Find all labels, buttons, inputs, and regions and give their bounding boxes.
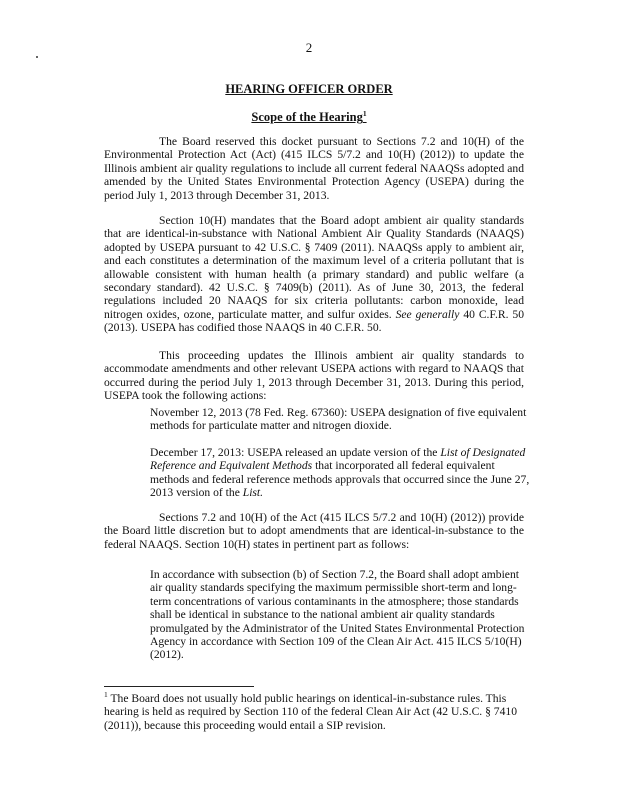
footnote-text: The Board does not usually hold public hearings on identical-in-substance rules. This hearing is held as required by Section 110 of the federal Clean Air Act (42 U.S.C. § 7410 (2011)), because this proceeding would entail a SIP revision. <box>104 692 517 732</box>
page-number: 2 <box>305 40 313 55</box>
order-title: HEARING OFFICER ORDER <box>225 82 393 96</box>
action-item-1: November 12, 2013 (78 Fed. Reg. 67360): USEPA designation of five equivalent methods for particulate matter and nitrogen dioxide. <box>150 406 527 433</box>
footnote <box>104 692 524 732</box>
footnote-marker: 1 <box>104 690 108 700</box>
footnote-ref: 1 <box>362 108 367 118</box>
paragraph-section-10h-cite: 40 C.F.R. 50 (2013). USEPA has codified those NAAQS in 40 C.F.R. 50. <box>104 307 524 335</box>
list-short-title: List. <box>242 486 264 500</box>
see-generally-signal: See generally <box>395 307 460 321</box>
block-quote: In accordance with subsection (b) of Section 7.2, the Board shall adopt ambient air quality standards specifying the maximum permissible short-term and long-term concentrations of various contaminants in the atmosphere; those standards shall be identical in substance to the national ambient air quality standards promulgated by the Administrator of the United States Environmental Protection Agency in accordance with Section 109 of the Clean Air Act. 415 ILCS 5/10(H) (2012). <box>150 568 525 662</box>
paragraph-section-10h-text: Section 10(H) mandates that the Board adopt ambient air quality standards that are identical-in-substance with National Ambient Air Quality Standards (NAAQS) adopted by USEPA pursuant to 42 U.S.C. § 7409 (2011). NAAQSs apply to ambient air, and each constitutes a determination of the maximum level of a criteria pollutant that is allowable consistent with human health (a primary standard) and public welfare (a secondary standard). 42 U.S.C. § 7409(b) (2011). As of June 30, 2013, the federal regulations included 20 NAAQS for six criteria pollutants: carbon monoxide, lead nitrogen oxides, ozone, particulate matter, and sulfur oxides. <box>104 214 524 321</box>
list-title: List of Designated Reference and Equivalent Methods <box>150 446 526 473</box>
action-item-2 <box>150 446 530 500</box>
section-heading-text: Scope of the Hearing <box>251 110 363 124</box>
section-heading <box>0 110 618 125</box>
paragraph-section-10h <box>104 214 524 335</box>
scan-speck <box>36 56 38 58</box>
footnote-rule <box>104 686 254 687</box>
paragraph-sections-7-2: Sections 7.2 and 10(H) of the Act (415 ILCS 5/7.2 and 10(H) (2012)) provide the Board little discretion but to adopt amendments that are identical-in-substance to the federal NAAQS. Section 10(H) states in pertinent part as follows: <box>104 511 524 551</box>
paragraph-scope: The Board reserved this docket pursuant to Sections 7.2 and 10(H) of the Environmental Protection Act (Act) (415 ILCS 5/7.2 and 10(H) (2012)) to update the Illinois ambient air quality regulations to include all current federal NAAQSs adopted and amended by the United States Environmental Protection Agency (USEPA) during the period July 1, 2013 through December 31, 2013. <box>104 135 524 202</box>
paragraph-updates: This proceeding updates the Illinois ambient air quality standards to accommodate amendments and other relevant USEPA actions with regard to NAAQS that occurred during the period July 1, 2013 through December 31, 2013. During this period, USEPA took the following actions: <box>104 349 524 403</box>
action-item-2-rest: that incorporated all federal equivalent methods and federal reference methods approvals that occurred since the June 27, 2013 version of the <box>150 459 530 500</box>
action-item-2-text: December 17, 2013: USEPA released an update version of the <box>150 446 438 459</box>
